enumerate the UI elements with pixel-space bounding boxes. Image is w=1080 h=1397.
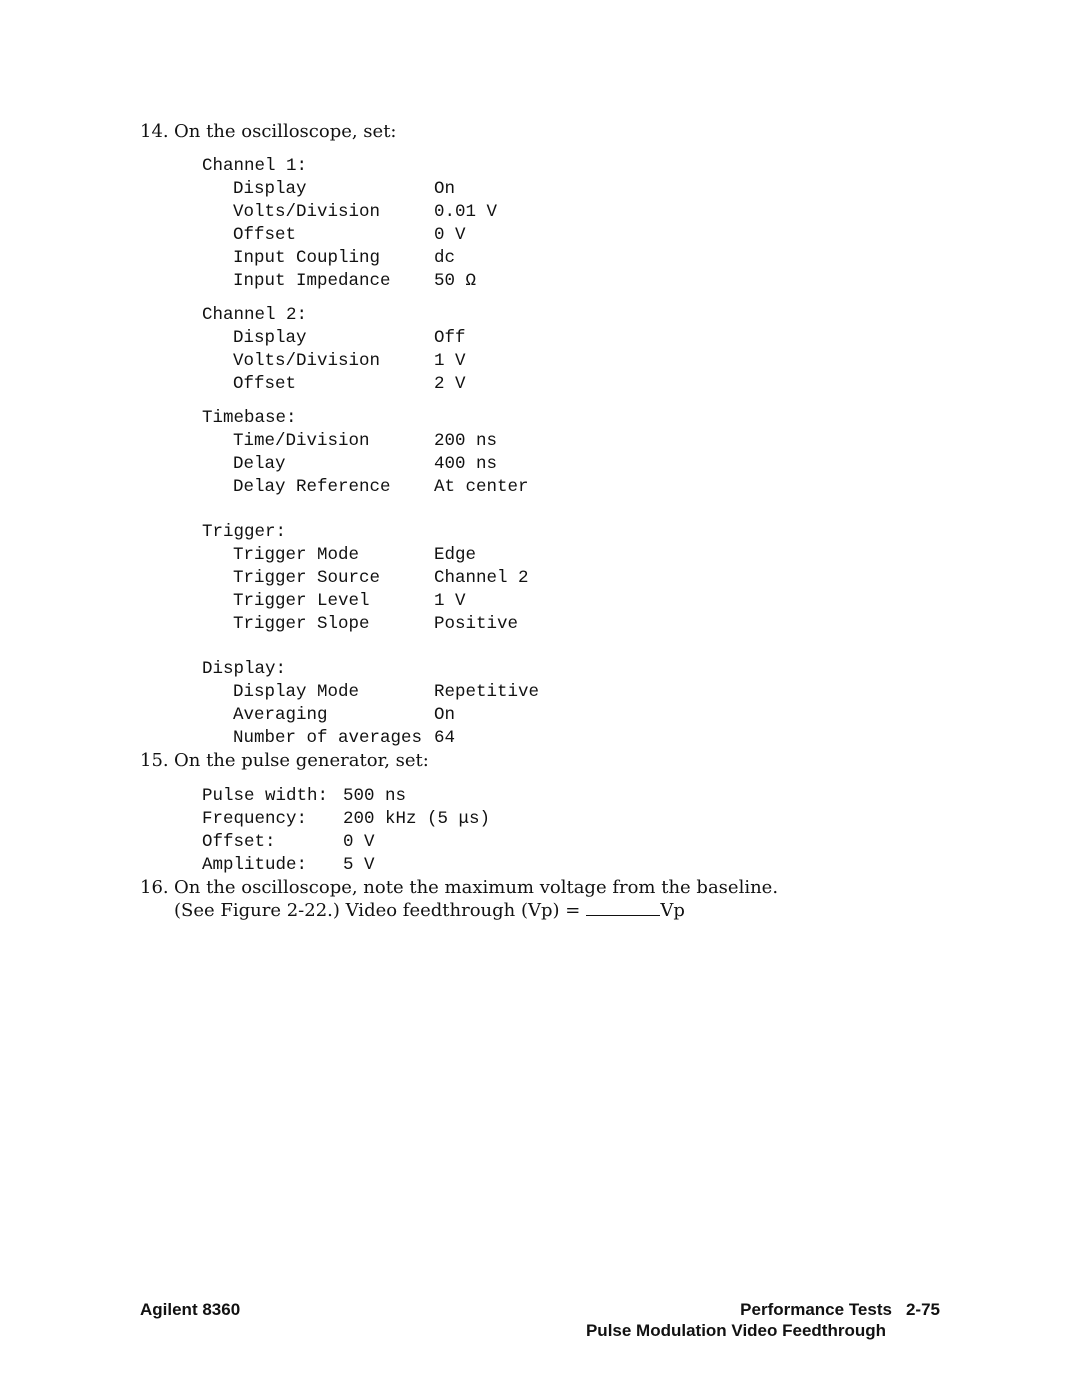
step-14: [140, 121, 397, 142]
setting-label: Delay: [233, 454, 286, 474]
setting-value: 64: [434, 728, 456, 748]
setting-label: Time/Division: [233, 431, 370, 451]
setting-label: Trigger Level: [233, 591, 370, 611]
record-blank: [586, 901, 660, 916]
setting-value: On: [434, 179, 456, 199]
video-feedthrough-line: [174, 900, 685, 921]
channel-2-heading: Channel 2:: [202, 305, 308, 325]
setting-label: Frequency:: [202, 809, 308, 829]
setting-label: Input Coupling: [233, 248, 381, 268]
setting-label: Pulse width:: [202, 786, 329, 806]
footer-subtitle: Pulse Modulation Video Feedthrough: [585, 1321, 886, 1340]
footer-product: Agilent 8360: [140, 1300, 241, 1319]
setting-value: Channel 2: [434, 568, 529, 588]
step-text: On the pulse generator, set:: [174, 750, 429, 771]
setting-value: 400 ns: [434, 454, 498, 474]
setting-label: Offset: [233, 225, 297, 245]
setting-label: Display: [233, 179, 307, 199]
setting-label: Trigger Mode: [233, 545, 360, 565]
setting-value: dc: [434, 248, 456, 268]
setting-label: Number of averages: [233, 728, 423, 748]
setting-value: 0.01 V: [434, 202, 498, 222]
setting-label: Amplitude:: [202, 855, 308, 875]
unit-label: Vp: [660, 900, 685, 921]
trigger-heading: Trigger:: [202, 522, 287, 542]
channel-1-heading: Channel 1:: [202, 156, 308, 176]
setting-value: 500 ns: [343, 786, 407, 806]
setting-value: 5 V: [343, 855, 375, 875]
setting-label: Trigger Slope: [233, 614, 370, 634]
setting-value: 1 V: [434, 351, 466, 371]
setting-label: Delay Reference: [233, 477, 391, 497]
setting-label: Volts/Division: [233, 202, 381, 222]
setting-value: 2 V: [434, 374, 466, 394]
setting-value: 50 Ω: [434, 271, 477, 291]
footer-section-title: Performance Tests: [740, 1300, 892, 1319]
step-15: [140, 750, 429, 771]
timebase-heading: Timebase:: [202, 408, 297, 428]
setting-value: Edge: [434, 545, 477, 565]
setting-value: 200 ns: [434, 431, 498, 451]
step-number: 14.: [140, 121, 169, 142]
setting-label: Offset: [233, 374, 297, 394]
setting-value: Repetitive: [434, 682, 540, 702]
page-number: 2-75: [905, 1300, 940, 1319]
setting-value: 0 V: [434, 225, 466, 245]
setting-label: Display: [233, 328, 307, 348]
video-feedthrough-text: (See Figure 2-22.) Video feedthrough (Vp) =: [174, 900, 581, 921]
setting-label: Input Impedance: [233, 271, 391, 291]
setting-value: 200 kHz (5 μs): [343, 809, 491, 829]
step-16: [140, 877, 778, 898]
setting-label: Averaging: [233, 705, 328, 725]
setting-label: Trigger Source: [233, 568, 381, 588]
setting-value: On: [434, 705, 456, 725]
display-heading: Display:: [202, 659, 287, 679]
footer-section: [740, 1300, 940, 1320]
setting-label: Offset:: [202, 832, 276, 852]
setting-value: Positive: [434, 614, 519, 634]
step-text: On the oscilloscope, note the maximum voltage from the baseline.: [174, 877, 779, 898]
setting-value: 1 V: [434, 591, 466, 611]
setting-value: 0 V: [343, 832, 375, 852]
setting-value: At center: [434, 477, 529, 497]
step-number: 15.: [140, 750, 169, 771]
setting-label: Display Mode: [233, 682, 360, 702]
setting-value: Off: [434, 328, 466, 348]
step-number: 16.: [140, 877, 169, 898]
step-text: On the oscilloscope, set:: [174, 121, 397, 142]
setting-label: Volts/Division: [233, 351, 381, 371]
